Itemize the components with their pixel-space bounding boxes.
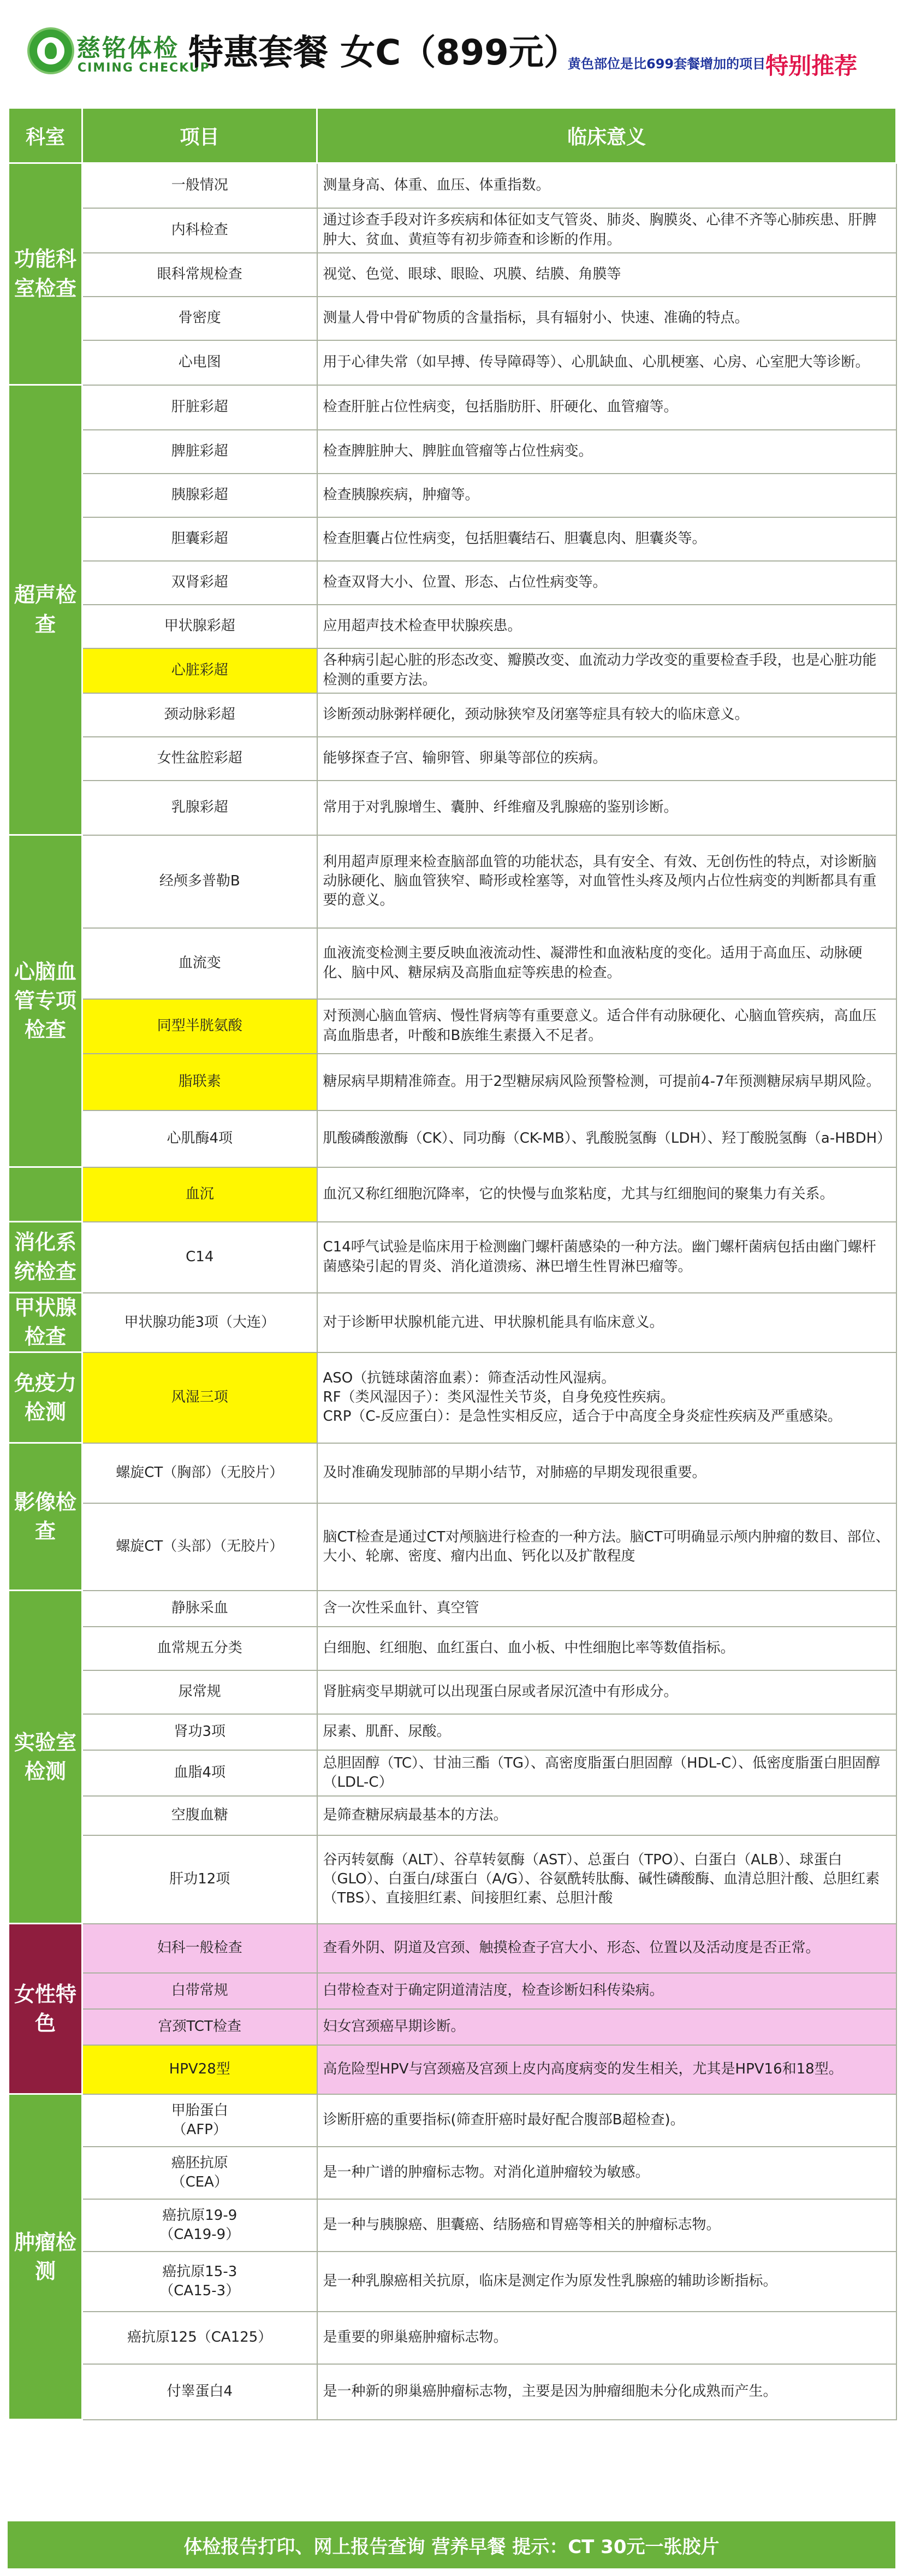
item-cell: 颈动脉彩超 [82, 693, 317, 737]
desc-cell: 白细胞、红细胞、血红蛋白、血小板、中性细胞比率等数值指标。 [317, 1627, 896, 1670]
footer-bar: 体检报告打印、网上报告查询 营养早餐 提示：CT 30元一张胶片 [8, 2521, 895, 2568]
desc-cell-female: 高危险型HPV与宫颈癌及宫颈上皮内高度病变的发生相关，尤其是HPV16和18型。 [317, 2045, 896, 2094]
desc-cell: 用于心律失常（如早搏、传导障碍等）、心肌缺血、心肌梗塞、心房、心室肥大等诊断。 [317, 340, 896, 385]
desc-cell: 常用于对乳腺增生、囊肿、纤维瘤及乳腺癌的鉴别诊断。 [317, 781, 896, 835]
item-cell: 双肾彩超 [82, 561, 317, 605]
desc-cell: 检查胆囊占位性病变，包括胆囊结石、胆囊息肉、胆囊炎等。 [317, 517, 896, 561]
item-cell: 胰腺彩超 [82, 474, 317, 517]
desc-cell: 利用超声原理来检查脑部血管的功能状态，具有安全、有效、无创伤性的特点，对诊断脑动脉硬化、脑血管狭窄、畸形或栓塞等，对血管性头疼及颅内占位性病变的判断都具有重要的意义。 [317, 835, 896, 928]
desc-cell: 能够探查子宫、输卵管、卵巢等部位的疾病。 [317, 737, 896, 781]
item-cell: 胆囊彩超 [82, 517, 317, 561]
item-cell: 血流变 [82, 928, 317, 999]
item-cell: 女性盆腔彩超 [82, 737, 317, 781]
desc-cell: 血沉又称红细胞沉降率，它的快慢与血浆粘度，尤其与红细胞间的聚集力有关系。 [317, 1167, 896, 1222]
item-cell: 肝功12项 [82, 1835, 317, 1924]
page-header [0, 0, 903, 107]
desc-cell: 检查肝脏占位性病变，包括脂肪肝、肝硬化、血管瘤等。 [317, 385, 896, 430]
item-cell-highlight: 血沉 [82, 1167, 317, 1222]
category-empty [9, 1167, 82, 1222]
desc-cell-female: 白带检查对于确定阴道清洁度，检查诊断妇科传染病。 [317, 1973, 896, 2009]
category-female: 女性特色 [9, 1924, 82, 2094]
item-cell: 癌胚抗原 （CEA） [82, 2147, 317, 2199]
desc-cell: 及时准确发现肺部的早期小结节，对肺癌的早期发现很重要。 [317, 1443, 896, 1503]
item-cell-highlight: 脂联素 [82, 1054, 317, 1110]
category-ultrasound: 超声检查 [9, 385, 82, 835]
desc-cell: 含一次性采血针、真空管 [317, 1591, 896, 1627]
desc-cell: C14呼气试验是临床用于检测幽门螺杆菌感染的一种方法。幽门螺杆菌病包括由幽门螺杆菌感染引起的胃炎、消化道溃疡、淋巴增生性胃淋巴瘤等。 [317, 1222, 896, 1293]
item-cell: 静脉采血 [82, 1591, 317, 1627]
item-cell: 肾功3项 [82, 1714, 317, 1750]
desc-cell: 各种病引起心脏的形态改变、瓣膜改变、血流动力学改变的重要检查手段，也是心脏功能检测的重要方法。 [317, 648, 896, 693]
desc-cell: 通过诊查手段对许多疾病和体征如支气管炎、肺炎、胸膜炎、心律不齐等心肺疾患、肝脾肿大、贫血、黄疸等有初步筛查和诊断的作用。 [317, 208, 896, 253]
category-tumor: 肿瘤检测 [9, 2094, 82, 2420]
col-item: 项目 [82, 108, 317, 163]
header-note-emphasis: 特别推荐 [765, 52, 858, 79]
desc-cell: 肌酸磷酸激酶（CK）、同功酶（CK-MB）、乳酸脱氢酶（LDH）、羟丁酸脱氢酶（a-HBDH） [317, 1110, 896, 1167]
desc-cell: 是一种乳腺癌相关抗原，临床是测定作为原发性乳腺癌的辅助诊断指标。 [317, 2252, 896, 2312]
item-cell: 脾脏彩超 [82, 430, 317, 474]
item-cell: 眼科常规检查 [82, 253, 317, 297]
item-cell: 空腹血糖 [82, 1796, 317, 1835]
desc-cell: 诊断颈动脉粥样硬化，颈动脉狭窄及闭塞等症具有较大的临床意义。 [317, 693, 896, 737]
col-category: 科室 [9, 108, 82, 163]
ciming-logo-icon [27, 27, 74, 74]
page-title: 特惠套餐 女C（899元） [188, 33, 579, 73]
desc-cell: 是一种与胰腺癌、胆囊癌、结肠癌和胃癌等相关的肿瘤标志物。 [317, 2199, 896, 2252]
desc-cell: 糖尿病早期精准筛查。用于2型糖尿病风险预警检测，可提前4-7年预测糖尿病早期风险。 [317, 1054, 896, 1110]
item-cell: 癌抗原19-9 （CA19-9） [82, 2199, 317, 2252]
desc-cell: 谷丙转氨酶（ALT）、谷草转氨酶（AST）、总蛋白（TPO）、白蛋白（ALB）、球蛋白（GLO）、白蛋白/球蛋白（A/G）、谷氨酰转肽酶、碱性磷酸酶、血清总胆汁酸、总胆红素（TBS）、直接胆红素、间接胆红素、总胆汁酸 [317, 1835, 896, 1924]
item-cell: 肝脏彩超 [82, 385, 317, 430]
item-cell-highlight: 同型半胱氨酸 [82, 999, 317, 1054]
desc-cell-female: 查看外阴、阴道及宫颈、触摸检查子宫大小、形态、位置以及活动度是否正常。 [317, 1924, 896, 1973]
category-func: 功能科室检查 [9, 163, 82, 385]
category-lab: 实验室检测 [9, 1591, 82, 1924]
item-cell-highlight: 心脏彩超 [82, 648, 317, 693]
item-cell: C14 [82, 1222, 317, 1293]
item-cell: 甲胎蛋白 （AFP） [82, 2094, 317, 2147]
desc-cell: 诊断肝癌的重要指标(筛查肝癌时最好配合腹部B超检查)。 [317, 2094, 896, 2147]
desc-cell: 视觉、色觉、眼球、眼睑、巩膜、结膜、角膜等 [317, 253, 896, 297]
category-immunity: 免疫力检测 [9, 1352, 82, 1443]
category-thyroid: 甲状腺检查 [9, 1293, 82, 1352]
desc-cell: 脑CT检查是通过CT对颅脑进行检查的一种方法。脑CT可明确显示颅内肿瘤的数目、部位、大小、轮廓、密度、瘤内出血、钙化以及扩散程度 [317, 1503, 896, 1591]
item-cell: 螺旋CT（胸部）（无胶片） [82, 1443, 317, 1503]
item-cell-female: 白带常规 [82, 1973, 317, 2009]
desc-cell: 检查双肾大小、位置、形态、占位性病变等。 [317, 561, 896, 605]
item-cell: 癌抗原15-3 （CA15-3） [82, 2252, 317, 2312]
col-meaning: 临床意义 [317, 108, 896, 163]
brand-name-en: CIMING CHECKUP [78, 61, 210, 75]
desc-cell: 是筛查糖尿病最基本的方法。 [317, 1796, 896, 1835]
category-imaging: 影像检查 [9, 1443, 82, 1591]
item-cell: 尿常规 [82, 1670, 317, 1714]
item-cell: 甲状腺彩超 [82, 605, 317, 648]
item-cell-highlight: HPV28型 [82, 2045, 317, 2094]
desc-cell: 尿素、肌酐、尿酸。 [317, 1714, 896, 1750]
item-cell: 乳腺彩超 [82, 781, 317, 835]
desc-cell: 总胆固醇（TC）、甘油三酯（TG）、高密度脂蛋白胆固醇（HDL-C）、低密度脂蛋白胆固醇（LDL-C） [317, 1750, 896, 1796]
item-cell: 骨密度 [82, 297, 317, 340]
desc-cell: 是重要的卵巢癌肿瘤标志物。 [317, 2312, 896, 2364]
desc-cell: 是一种新的卵巢癌肿瘤标志物，主要是因为肿瘤细胞未分化成熟而产生。 [317, 2364, 896, 2420]
desc-cell: 检查脾脏肿大、脾脏血管瘤等占位性病变。 [317, 430, 896, 474]
desc-cell: 测量身高、体重、血压、体重指数。 [317, 163, 896, 208]
desc-cell: 血液流变检测主要反映血液流动性、凝滞性和血液粘度的变化。适用于高血压、动脉硬化、脑中风、糖尿病及高脂血症等疾患的检查。 [317, 928, 896, 999]
desc-cell: ASO（抗链球菌溶血素）：筛查活动性风湿病。 RF（类风湿因子）：类风湿性关节炎，自身免疫性疾病。 CRP（C-反应蛋白）：是急性实相反应，适合于中高度全身炎症性疾病及严重感染。 [317, 1352, 896, 1443]
desc-cell: 对预测心脑血管病、慢性肾病等有重要意义。适合伴有动脉硬化、心脑血管疾病，高血压高血脂患者，叶酸和B族维生素摄入不足者。 [317, 999, 896, 1054]
item-cell: 癌抗原125（CA125） [82, 2312, 317, 2364]
desc-cell: 肾脏病变早期就可以出现蛋白尿或者尿沉渣中有形成分。 [317, 1670, 896, 1714]
header-note: 黄色部位是比699套餐增加的项目特别推荐 [568, 52, 858, 79]
desc-cell: 应用超声技术检查甲状腺疾患。 [317, 605, 896, 648]
item-cell-highlight: 风湿三项 [82, 1352, 317, 1443]
package-table [8, 107, 897, 2420]
item-cell: 心肌酶4项 [82, 1110, 317, 1167]
item-cell-female: 妇科一般检查 [82, 1924, 317, 1973]
item-cell: 心电图 [82, 340, 317, 385]
category-digestive: 消化系统检查 [9, 1222, 82, 1293]
item-cell-female: 宫颈TCT检查 [82, 2009, 317, 2045]
brand-name: 慈铭体检 [76, 34, 179, 62]
desc-cell-female: 妇女宫颈癌早期诊断。 [317, 2009, 896, 2045]
item-cell: 甲状腺功能3项（大连） [82, 1293, 317, 1352]
item-cell: 血常规五分类 [82, 1627, 317, 1670]
item-cell: 经颅多普勒B [82, 835, 317, 928]
desc-cell: 是一种广谱的肿瘤标志物。对消化道肿瘤较为敏感。 [317, 2147, 896, 2199]
item-cell: 血脂4项 [82, 1750, 317, 1796]
category-cardio: 心脑血管专项检查 [9, 835, 82, 1167]
desc-cell: 检查胰腺疾病，肿瘤等。 [317, 474, 896, 517]
item-cell: 付睾蛋白4 [82, 2364, 317, 2420]
desc-cell: 对于诊断甲状腺机能亢进、甲状腺机能具有临床意义。 [317, 1293, 896, 1352]
desc-cell: 测量人骨中骨矿物质的含量指标，具有辐射小、快速、准确的特点。 [317, 297, 896, 340]
item-cell: 内科检查 [82, 208, 317, 253]
item-cell: 一般情况 [82, 163, 317, 208]
item-cell: 螺旋CT（头部）（无胶片） [82, 1503, 317, 1591]
